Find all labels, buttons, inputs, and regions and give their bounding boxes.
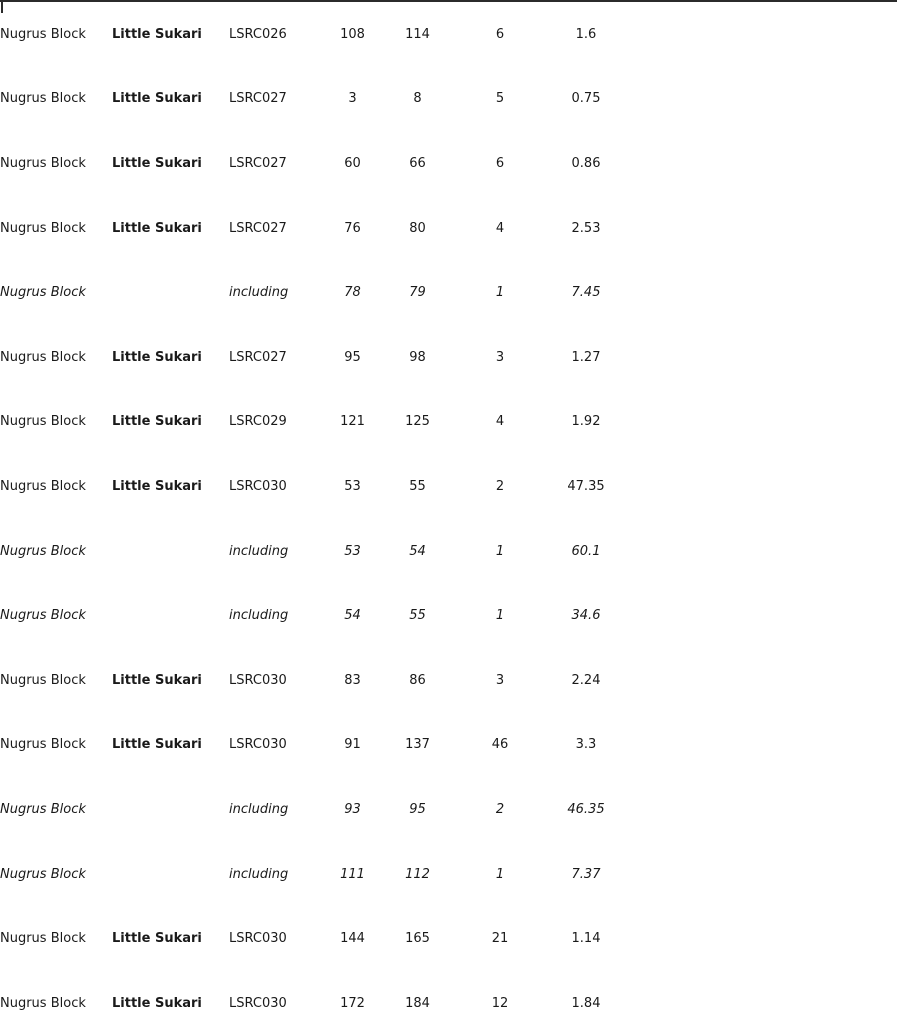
area-cell: Nugrus Block [0, 737, 86, 753]
table-row [0, 906, 897, 971]
spacer-cell [632, 260, 897, 325]
hole-id-cell: including [229, 608, 289, 624]
from-value: 91 [344, 737, 361, 753]
hole-id-cell: LSRC027 [229, 91, 287, 107]
spacer-cell [632, 906, 897, 971]
grade-value: 34.6 [571, 608, 601, 624]
spacer-cell [632, 67, 897, 132]
from-value: 121 [340, 414, 365, 430]
prospect-cell: Little Sukari [112, 220, 202, 236]
hole-id-cell: LSRC029 [229, 414, 287, 430]
spacer-cell [632, 1, 897, 67]
area-cell: Nugrus Block [0, 672, 86, 688]
hole-id-cell: including [229, 801, 289, 817]
spacer-cell [632, 971, 897, 1036]
interval-value: 21 [491, 931, 509, 947]
grade-value: 7.45 [571, 285, 601, 301]
grade-value: 1.27 [571, 349, 601, 365]
prospect-cell: Little Sukari [112, 155, 202, 171]
from-value: 172 [340, 995, 365, 1011]
from-value: 108 [340, 26, 365, 42]
table-row [0, 519, 897, 584]
area-cell: Nugrus Block [0, 220, 86, 236]
prospect-cell: Little Sukari [112, 91, 202, 107]
area-cell: Nugrus Block [0, 91, 86, 107]
prospect-cell: Little Sukari [112, 672, 202, 688]
to-value: 112 [405, 866, 430, 882]
interval-value: 46 [491, 737, 509, 753]
area-cell: Nugrus Block [0, 414, 86, 430]
to-value: 125 [405, 414, 430, 430]
grade-value: 2.53 [571, 220, 601, 236]
interval-value: 1 [495, 866, 505, 882]
table-row [0, 390, 897, 455]
left-border-fragment [1, 0, 3, 13]
from-value: 60 [344, 155, 361, 171]
area-cell: Nugrus Block [0, 349, 86, 365]
hole-id-cell: LSRC027 [229, 155, 287, 171]
hole-id-cell: including [229, 866, 289, 882]
to-value: 55 [409, 608, 426, 624]
prospect-cell: Little Sukari [112, 478, 202, 494]
interval-value: 2 [495, 478, 505, 494]
interval-value: 6 [495, 26, 505, 42]
table-row [0, 842, 897, 907]
grade-value: 2.24 [571, 672, 601, 688]
interval-value: 1 [495, 285, 505, 301]
interval-value: 1 [495, 543, 505, 559]
area-cell: Nugrus Block [0, 866, 86, 882]
area-cell: Nugrus Block [0, 478, 86, 494]
assay-table-body [0, 1, 897, 1036]
area-cell: Nugrus Block [0, 995, 86, 1011]
interval-value: 12 [491, 995, 509, 1011]
spacer-cell [632, 519, 897, 584]
to-value: 98 [409, 349, 426, 365]
area-cell: Nugrus Block [0, 543, 86, 559]
prospect-cell [112, 260, 229, 325]
table-row [0, 1, 897, 67]
interval-value: 3 [495, 672, 505, 688]
from-value: 76 [344, 220, 361, 236]
to-value: 95 [409, 801, 426, 817]
prospect-cell [112, 842, 229, 907]
table-row [0, 454, 897, 519]
from-value: 111 [340, 866, 365, 882]
grade-value: 47.35 [567, 478, 605, 494]
grade-value: 7.37 [571, 866, 601, 882]
from-value: 83 [344, 672, 361, 688]
from-value: 53 [344, 543, 361, 559]
grade-value: 1.14 [571, 931, 601, 947]
from-value: 53 [344, 478, 361, 494]
prospect-cell: Little Sukari [112, 737, 202, 753]
spacer-cell [632, 131, 897, 196]
spacer-cell [632, 454, 897, 519]
hole-id-cell: LSRC027 [229, 349, 287, 365]
table-row [0, 971, 897, 1036]
table-row [0, 67, 897, 132]
area-cell: Nugrus Block [0, 285, 86, 301]
spacer-cell [632, 390, 897, 455]
to-value: 66 [409, 155, 426, 171]
from-value: 78 [344, 285, 361, 301]
interval-value: 5 [495, 91, 505, 107]
spacer-cell [632, 648, 897, 713]
hole-id-cell: LSRC026 [229, 26, 287, 42]
to-value: 54 [409, 543, 426, 559]
from-value: 144 [340, 931, 365, 947]
grade-value: 60.1 [571, 543, 601, 559]
interval-value: 2 [495, 801, 505, 817]
area-cell: Nugrus Block [0, 931, 86, 947]
spacer-cell [632, 842, 897, 907]
hole-id-cell: including [229, 285, 289, 301]
prospect-cell: Little Sukari [112, 26, 202, 42]
spacer-cell [632, 777, 897, 842]
spacer-cell [632, 583, 897, 648]
to-value: 80 [409, 220, 426, 236]
grade-value: 0.75 [571, 91, 601, 107]
area-cell: Nugrus Block [0, 608, 86, 624]
spacer-cell [632, 713, 897, 778]
prospect-cell: Little Sukari [112, 931, 202, 947]
prospect-cell [112, 777, 229, 842]
table-row [0, 583, 897, 648]
hole-id-cell: LSRC027 [229, 220, 287, 236]
grade-value: 1.92 [571, 414, 601, 430]
hole-id-cell: including [229, 543, 289, 559]
hole-id-cell: LSRC030 [229, 672, 287, 688]
spacer-cell [632, 196, 897, 261]
spacer-cell [632, 325, 897, 390]
to-value: 137 [405, 737, 430, 753]
area-cell: Nugrus Block [0, 801, 86, 817]
table-row [0, 196, 897, 261]
to-value: 8 [413, 91, 422, 107]
area-cell: Nugrus Block [0, 155, 86, 171]
prospect-cell [112, 583, 229, 648]
prospect-cell: Little Sukari [112, 414, 202, 430]
to-value: 79 [409, 285, 426, 301]
hole-id-cell: LSRC030 [229, 931, 287, 947]
grade-value: 1.6 [575, 26, 597, 42]
interval-value: 4 [495, 414, 505, 430]
to-value: 55 [409, 478, 426, 494]
interval-value: 3 [495, 349, 505, 365]
interval-value: 1 [495, 608, 505, 624]
prospect-cell: Little Sukari [112, 349, 202, 365]
prospect-cell: Little Sukari [112, 995, 202, 1011]
from-value: 54 [344, 608, 361, 624]
hole-id-cell: LSRC030 [229, 995, 287, 1011]
to-value: 86 [409, 672, 426, 688]
interval-value: 6 [495, 155, 505, 171]
table-row [0, 777, 897, 842]
to-value: 184 [405, 995, 430, 1011]
from-value: 95 [344, 349, 361, 365]
from-value: 93 [344, 801, 361, 817]
prospect-cell [112, 519, 229, 584]
table-row [0, 260, 897, 325]
grade-value: 0.86 [571, 155, 601, 171]
hole-id-cell: LSRC030 [229, 737, 287, 753]
grade-value: 3.3 [575, 737, 597, 753]
table-row [0, 648, 897, 713]
to-value: 114 [405, 26, 430, 42]
table-row [0, 713, 897, 778]
hole-id-cell: LSRC030 [229, 478, 287, 494]
area-cell: Nugrus Block [0, 26, 86, 42]
to-value: 165 [405, 931, 430, 947]
table-row [0, 325, 897, 390]
from-value: 3 [348, 91, 357, 107]
grade-value: 1.84 [571, 995, 601, 1011]
table-row [0, 131, 897, 196]
grade-value: 46.35 [567, 801, 605, 817]
interval-value: 4 [495, 220, 505, 236]
